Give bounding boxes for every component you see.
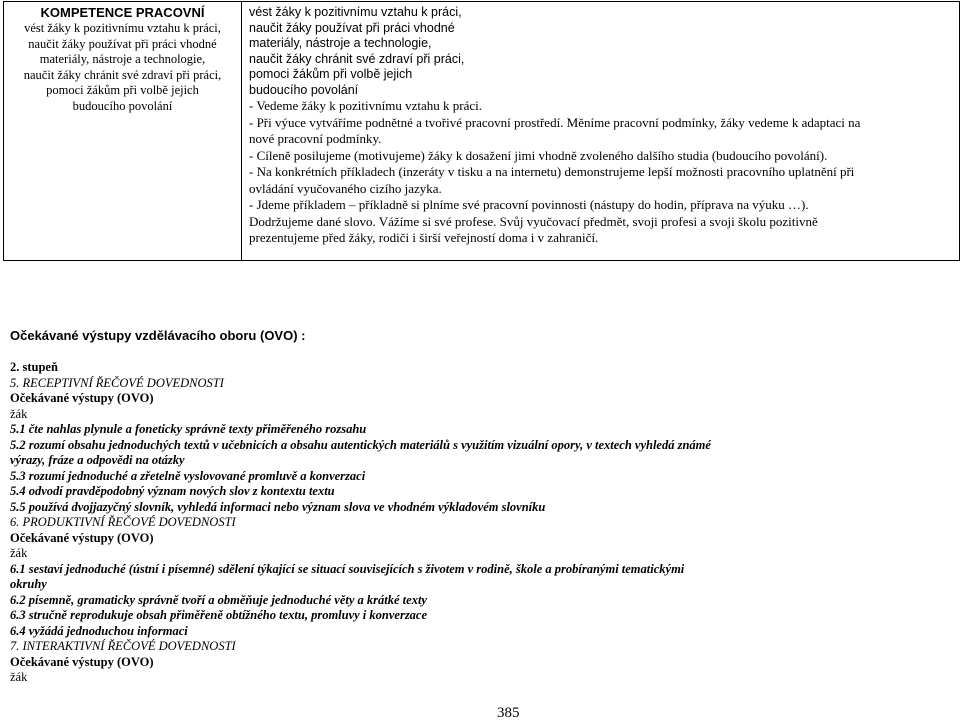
outcome-item: 5.2 rozumí obsahu jednoduchých textů v učebnicích a obsahu autentických materiálů s využitím vizuální opory, v textech vyhledá známé bbox=[10, 437, 711, 452]
strategy-line: - Při výuce vytváříme podnětné a tvořivé pracovní prostředí. Měníme pracovní podmínky, žáky vedeme k adaptaci na bbox=[249, 114, 861, 130]
pupil-label: žák bbox=[10, 670, 28, 684]
outcome-item: 6.1 sestaví jednoduché (ústní i písemné) sdělení týkající se situací souvisejících s životem v rodině, škole a probíranými tematickými bbox=[10, 561, 685, 576]
competence-line: naučit žáky používat při práci vhodné bbox=[28, 36, 217, 51]
outcomes-subheading: Očekávané výstupy (OVO) bbox=[10, 530, 154, 545]
outcome-item: 6.4 vyžádá jednoduchou informaci bbox=[10, 623, 188, 638]
expected-outcomes-section bbox=[10, 328, 711, 686]
goal-line: pomoci žákům při volbě jejich bbox=[249, 67, 413, 81]
outcome-item: 6.2 písemně, gramaticky správně tvoří a obměňuje jednoduché věty a krátké texty bbox=[10, 592, 427, 607]
strategy-line: - Jdeme příkladem – příkladně si plníme své pracovní povinnosti (nástupy do hodin, příprava na výuku …). bbox=[249, 197, 809, 212]
section-heading: 6. PRODUKTIVNÍ ŘEČOVÉ DOVEDNOSTI bbox=[10, 515, 236, 529]
strategy-line: - Vedeme žáky k pozitivnímu vztahu k práci. bbox=[249, 98, 482, 113]
strategy-line: nové pracovní podmínky. bbox=[249, 131, 382, 146]
goal-line: materiály, nástroje a technologie, bbox=[249, 36, 432, 50]
outcome-item: 5.4 odvodí pravděpodobný význam nových slov z kontextu textu bbox=[10, 484, 335, 498]
strategy-line: - Cíleně posilujeme (motivujeme) žáky k dosažení jimi vhodně zvoleného dalšího studia (budoucího povolání). bbox=[249, 147, 828, 163]
outcome-item: 6.3 stručně reprodukuje obsah přiměřeně obtížného textu, promluvy i konverzace bbox=[10, 608, 428, 622]
competence-line: materiály, nástroje a technologie, bbox=[39, 52, 206, 66]
outcomes-subheading: Očekávané výstupy (OVO) bbox=[10, 654, 154, 669]
competence-name-cell bbox=[4, 2, 242, 260]
outcome-item: okruhy bbox=[10, 577, 47, 591]
outcome-item: výrazy, fráze a odpovědi na otázky bbox=[10, 453, 185, 467]
strategies-cell bbox=[242, 2, 959, 260]
competence-line: budoucího povolání bbox=[72, 98, 173, 113]
grade-level: 2. stupeň bbox=[10, 360, 58, 374]
section-heading: 5. RECEPTIVNÍ ŘEČOVÉ DOVEDNOSTI bbox=[10, 375, 224, 390]
competence-table bbox=[3, 1, 960, 261]
outcome-item: 5.3 rozumí jednoduché a zřetelně vyslovované promluvě a konverzaci bbox=[10, 468, 366, 483]
outcomes-subheading: Očekávané výstupy (OVO) bbox=[10, 391, 154, 405]
goal-line: vést žáky k pozitivnímu vztahu k práci, bbox=[249, 5, 462, 19]
goal-line: naučit žáky používat při práci vhodné bbox=[249, 20, 455, 35]
strategy-line: ovládání vyučovaného cizího jazyka. bbox=[249, 180, 442, 196]
outcome-item: 5.1 čte nahlas plynule a foneticky správně texty přiměřeného rozsahu bbox=[10, 422, 367, 436]
competence-line: vést žáky k pozitivnímu vztahu k práci, bbox=[24, 21, 221, 35]
page-number: 385 bbox=[497, 705, 520, 721]
strategy-line: Dodržujeme dané slovo. Vážíme si své profese. Svůj vyučovací předmět, svoji profesi a svoji školu pozitivně bbox=[249, 213, 818, 229]
goal-line: budoucího povolání bbox=[249, 82, 359, 97]
competence-line: pomoci žákům při volbě jejich bbox=[46, 83, 199, 97]
outcomes-heading: Očekávané výstupy vzdělávacího oboru (OVO) : bbox=[10, 328, 306, 343]
pupil-label: žák bbox=[10, 406, 28, 421]
competence-title: KOMPETENCE PRACOVNÍ bbox=[40, 5, 205, 20]
strategy-line: prezentujeme před žáky, rodiči i širší veřejností doma i v zahraničí. bbox=[249, 230, 599, 245]
outcome-item: 5.5 používá dvojjazyčný slovník, vyhledá informaci nebo význam slova ve vhodném výkladovém slovníku bbox=[10, 499, 546, 514]
competence-line: naučit žáky chránit své zdraví při práci, bbox=[23, 67, 222, 82]
strategy-line: - Na konkrétních příkladech (inzeráty v tisku a na internetu) demonstrujeme lepší možnosti pracovního uplatnění při bbox=[249, 164, 855, 179]
goal-line: naučit žáky chránit své zdraví při práci, bbox=[249, 51, 465, 66]
pupil-label: žák bbox=[10, 546, 28, 560]
section-heading: 7. INTERAKTIVNÍ ŘEČOVÉ DOVEDNOSTI bbox=[10, 639, 236, 653]
